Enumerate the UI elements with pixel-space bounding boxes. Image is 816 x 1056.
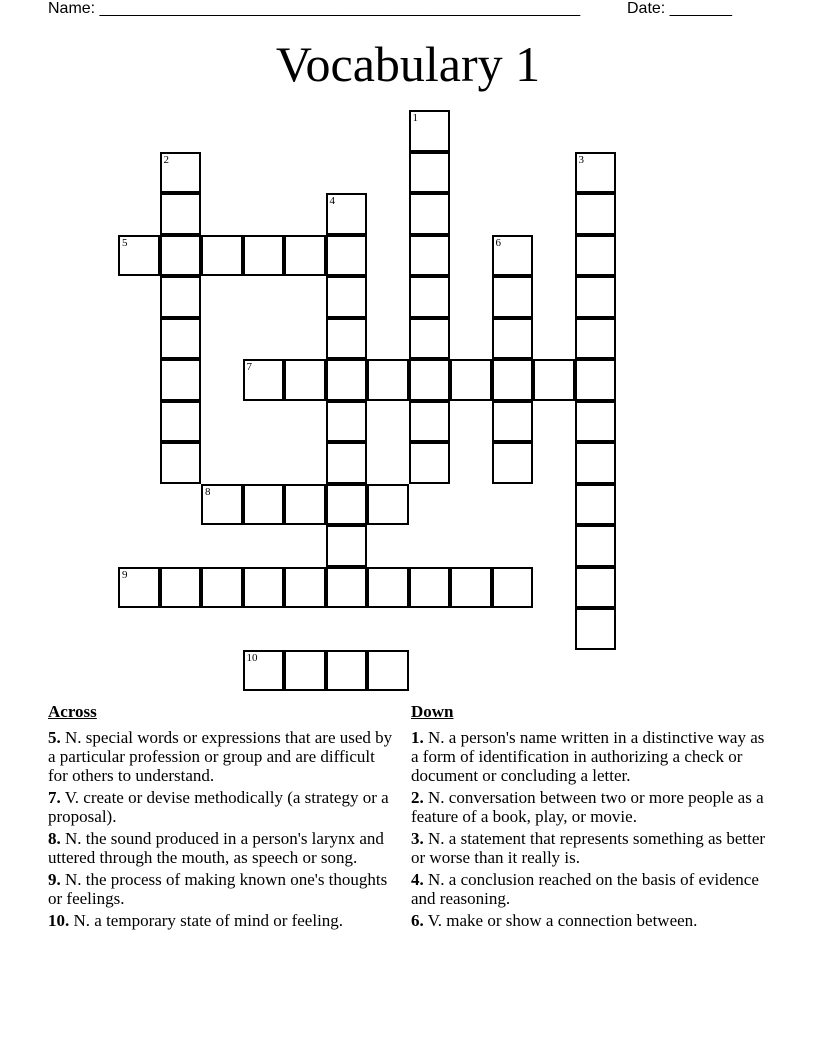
grid-cell[interactable] [409,359,451,401]
grid-cell[interactable] [160,193,202,235]
grid-cell[interactable] [492,235,534,277]
grid-cell[interactable] [409,193,451,235]
clue-text: N. a statement that represents something as better or worse than it really is. [411,829,766,867]
clue-number: 3. [411,829,424,848]
across-heading: Across [48,702,97,721]
clue-number-label: 8 [205,485,211,498]
clue-across [48,911,398,930]
grid-cell[interactable] [284,484,326,526]
grid-cell[interactable] [409,567,451,609]
grid-cell[interactable] [284,235,326,277]
grid-cell[interactable] [575,276,617,318]
clue-number: 8. [48,829,61,848]
grid-cell[interactable] [326,442,368,484]
clue-number-label: 3 [578,153,584,166]
grid-cell[interactable] [450,359,492,401]
grid-cell[interactable] [326,401,368,443]
clue-number: 1. [411,728,424,747]
grid-cell[interactable] [575,235,617,277]
grid-cell[interactable] [575,484,617,526]
grid-cell[interactable] [409,152,451,194]
clue-number-label: 6 [495,236,501,249]
clue-down [411,829,771,867]
grid-cell[interactable] [160,152,202,194]
grid-cell[interactable] [118,235,160,277]
clue-across [48,788,398,826]
grid-cell[interactable] [326,525,368,567]
grid-cell[interactable] [367,359,409,401]
clue-across [48,870,398,908]
grid-cell[interactable] [201,235,243,277]
grid-cell[interactable] [243,650,285,692]
clue-number-label: 10 [246,651,258,664]
grid-cell[interactable] [160,359,202,401]
clue-text: V. make or show a connection between. [427,911,698,930]
grid-cell[interactable] [575,567,617,609]
clue-number: 7. [48,788,61,807]
grid-cell[interactable] [492,318,534,360]
grid-cell[interactable] [409,235,451,277]
grid-cell[interactable] [326,318,368,360]
grid-cell[interactable] [367,484,409,526]
grid-cell[interactable] [160,567,202,609]
grid-cell[interactable] [533,359,575,401]
clue-number: 10. [48,911,70,930]
grid-cell[interactable] [575,401,617,443]
down-clues [411,702,771,933]
clue-down [411,870,771,908]
down-heading: Down [411,702,454,721]
clue-down [411,728,771,785]
name-field[interactable]: Name: ______________________________________________________ [48,0,581,17]
grid-cell[interactable] [575,608,617,650]
grid-cell[interactable] [575,318,617,360]
grid-cell[interactable] [492,442,534,484]
grid-cell[interactable] [575,525,617,567]
grid-cell[interactable] [284,567,326,609]
grid-cell[interactable] [160,442,202,484]
grid-cell[interactable] [409,110,451,152]
grid-cell[interactable] [575,152,617,194]
clue-number: 6. [411,911,424,930]
grid-cell[interactable] [118,567,160,609]
grid-cell[interactable] [575,359,617,401]
clue-number-label: 7 [246,361,252,373]
grid-cell[interactable] [326,359,368,401]
clue-text: N. a conclusion reached on the basis of evidence and reasoning. [411,870,759,908]
grid-cell[interactable] [326,567,368,609]
clue-text: N. a person's name written in a distinctive way as a form of identification in authorizing a check or document or concluding a letter. [411,728,765,785]
grid-cell[interactable] [492,567,534,609]
grid-cell[interactable] [160,318,202,360]
grid-cell[interactable] [326,484,368,526]
grid-cell[interactable] [492,359,534,401]
grid-cell[interactable] [326,193,368,235]
grid-cell[interactable] [201,484,243,526]
clue-number-label: 5 [122,236,128,249]
clue-text: V. create or devise methodically (a strategy or a proposal). [48,788,389,826]
clue-number: 4. [411,870,424,889]
grid-cell[interactable] [409,442,451,484]
clue-down [411,788,771,826]
grid-cell[interactable] [492,401,534,443]
grid-cell[interactable] [409,318,451,360]
clue-text: N. conversation between two or more people as a feature of a book, play, or movie. [411,788,764,826]
grid-cell[interactable] [575,193,617,235]
clue-number-label: 4 [329,195,335,207]
grid-cell[interactable] [160,235,202,277]
grid-cell[interactable] [409,276,451,318]
grid-cell[interactable] [367,650,409,692]
grid-cell[interactable] [409,401,451,443]
date-field[interactable]: Date: _______ [627,0,732,17]
clue-across [48,829,398,867]
clue-number-label: 2 [163,153,169,166]
clue-number: 9. [48,870,61,889]
grid-cell[interactable] [160,401,202,443]
grid-cell[interactable] [326,650,368,692]
grid-cell[interactable] [450,567,492,609]
grid-cell[interactable] [367,567,409,609]
clue-number: 5. [48,728,61,747]
grid-cell[interactable] [492,276,534,318]
grid-cell[interactable] [160,276,202,318]
grid-cell[interactable] [243,567,285,609]
grid-cell[interactable] [326,235,368,277]
clue-across [48,728,398,785]
clue-number-label: 9 [122,568,128,581]
grid-cell[interactable] [243,484,285,526]
grid-cell[interactable] [243,235,285,277]
clue-text: N. the process of making known one's thoughts or feelings. [48,870,388,908]
grid-cell[interactable] [243,359,285,401]
grid-cell[interactable] [284,359,326,401]
clue-text: N. the sound produced in a person's larynx and uttered through the mouth, as speech or song. [48,829,384,867]
across-clues [48,702,398,933]
grid-cell[interactable] [575,442,617,484]
page-title: Vocabulary 1 [275,36,541,92]
grid-cell[interactable] [326,276,368,318]
clue-text: N. a temporary state of mind or feeling. [73,911,344,930]
clue-number-label: 1 [412,112,418,124]
clue-text: N. special words or expressions that are used by a particular profession or group and are difficult for others to understand. [48,728,393,785]
clue-down [411,911,771,930]
clue-number: 2. [411,788,424,807]
grid-cell[interactable] [284,650,326,692]
grid-cell[interactable] [201,567,243,609]
